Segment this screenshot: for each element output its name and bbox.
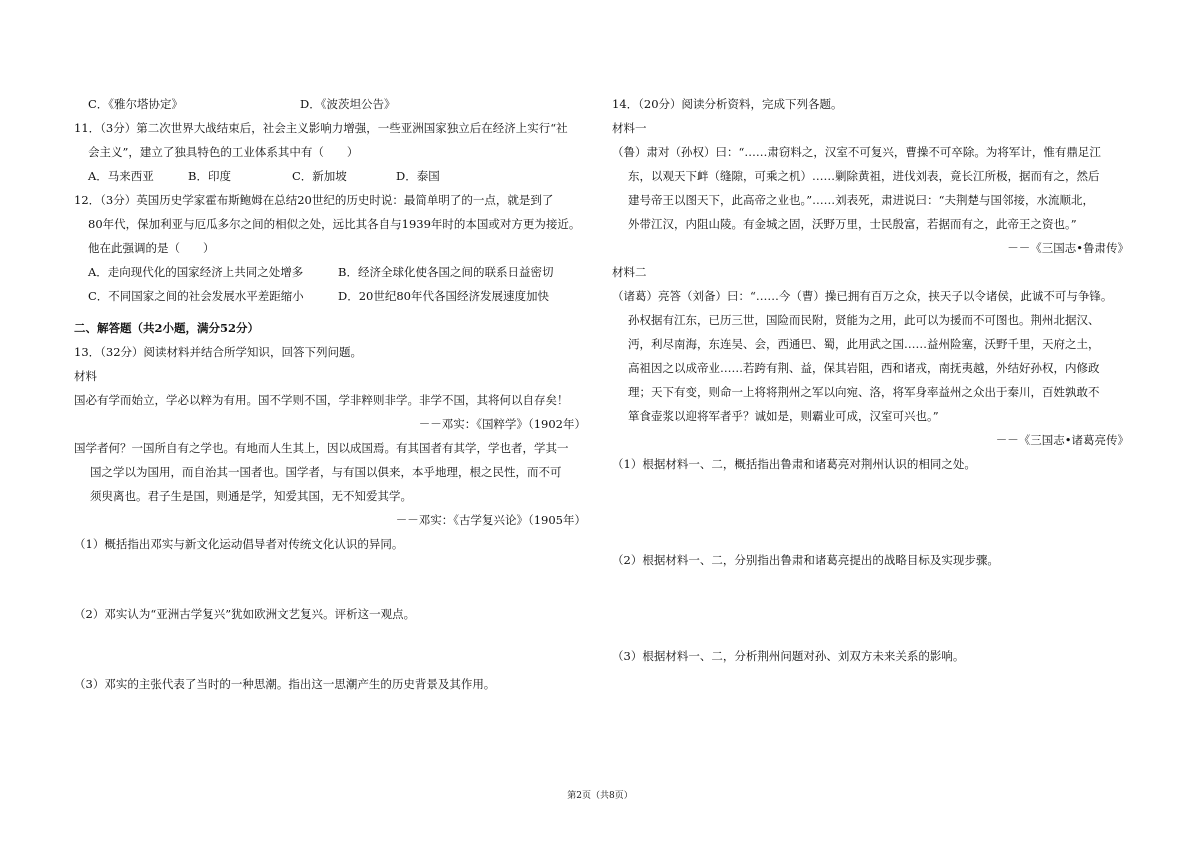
material2-line1: 国学者何？一国所自有之学也。有地而人生其上，因以成国焉。有其国者有其学，学也者，学其一 xyxy=(74,441,569,455)
q14-subquestion-3: （3）根据材料一、二，分析荆州问题对孙、刘双方未来关系的影响。 xyxy=(612,649,965,663)
r-material1-line2: 东，以观天下衅（缝隙，可乘之机）……剿除黄祖，进伐刘表，竟长江所极，据而有之，然后 xyxy=(628,169,1100,183)
r-material1-line3: 建号帝王以图天下，此高帝之业也。”……刘表死，肃进说曰：“夫荆楚与国邻接，水流顺北， xyxy=(628,193,1095,207)
material2-line2: 国之学以为国用，而自治其一国者也。国学者，与有国以俱来，本乎地理，根之民性，而不可 xyxy=(90,465,562,479)
q10-options xyxy=(74,92,594,116)
q11-option-a: A．马来西亚 xyxy=(88,169,154,183)
r-material2-line1: （诸葛）亮答（刘备）曰：“……今（曹）操已拥有百万之众，挟天子以令诸侯，此诚不可与争锋。 xyxy=(612,289,1113,303)
q12-options-row2 xyxy=(74,284,594,308)
r-material1-line1: （鲁）肃对（孙权）曰：“……肃窃料之，汉室不可复兴，曹操不可卒除。为将军计，惟有鼎足江 xyxy=(612,145,1101,159)
q10-option-d: D．《波茨坦公告》 xyxy=(300,97,396,111)
q11-stem-line2: 会主义”，建立了独具特色的工业体系其中有（ ） xyxy=(88,145,359,159)
r-material2-line4: 高祖因之以成帝业……若跨有荆、益，保其岩阻，西和诸戎，南抚夷越，外结好孙权，内修政 xyxy=(628,361,1100,375)
page-footer: 第2页（共8页） xyxy=(567,791,633,801)
q13-subquestion-3: （3）邓实的主张代表了当时的一种思潮。指出这一思潮产生的历史背景及其作用。 xyxy=(74,677,496,691)
q12-stem-line1: 12．（3分）英国历史学家霍布斯鲍姆在总结20世纪的历史时说：最简单明了的一点，就是到了 xyxy=(74,193,554,207)
q14-subquestion-1: （1）根据材料一、二，概括指出鲁肃和诸葛亮对荆州认识的相同之处。 xyxy=(612,457,976,471)
r-material2-line6: 箪食壶浆以迎将军者乎？诚如是，则霸业可成，汉室可兴也。” xyxy=(628,409,939,423)
right-column xyxy=(612,92,1137,668)
material2-label: 材料二 xyxy=(612,265,647,279)
r-material2-line2: 孙权据有江东，已历三世，国险而民附，贤能为之用，此可以为援而不可图也。荆州北据汉、 xyxy=(628,313,1100,327)
q11-option-b: B．印度 xyxy=(188,169,231,183)
q12-option-d: D．20世纪80年代各国经济发展速度加快 xyxy=(338,289,549,303)
q14-subquestion-2: （2）根据材料一、二，分别指出鲁肃和诸葛亮提出的战略目标及实现步骤。 xyxy=(612,553,999,567)
q10-option-c: C．《雅尔塔协定》 xyxy=(88,97,184,111)
material1-text: 国必有学而始立，学必以粹为有用。国不学则不国，学非粹则非学。非学不国，其将何以自存矣！ xyxy=(74,393,569,407)
q12-options-row1 xyxy=(74,260,594,284)
q12-stem-line3: 他在此强调的是（ ） xyxy=(88,241,215,255)
material1-source: －－邓实：《国粹学》（1902年） xyxy=(418,417,586,431)
left-column xyxy=(74,92,594,696)
q14-intro: 14．（20分）阅读分析资料，完成下列各题。 xyxy=(612,97,843,111)
material2-source: －－邓实：《古学复兴论》（1905年） xyxy=(395,513,586,527)
q12-option-c: C．不同国家之间的社会发展水平差距缩小 xyxy=(88,289,304,303)
q11-option-c: C．新加坡 xyxy=(292,169,347,183)
q12-option-a: A．走向现代化的国家经济上共同之处增多 xyxy=(88,265,304,279)
q11-options xyxy=(74,164,594,188)
q13-subquestion-1: （1）概括指出邓实与新文化运动倡导者对传统文化认识的异同。 xyxy=(74,537,404,551)
q13-subquestion-2: （2）邓实认为“亚洲古学复兴”犹如欧洲文艺复兴。评析这一观点。 xyxy=(74,607,416,621)
r-material1-line4: 外带江汉，内阻山陵。有金城之固，沃野万里，士民殷富，若据而有之，此帝王之资也。” xyxy=(628,217,1077,231)
q13-intro: 13．（32分）阅读材料并结合所学知识，回答下列问题。 xyxy=(74,345,363,359)
material1-label: 材料一 xyxy=(612,121,647,135)
r-material2-line3: 沔，利尽南海，东连吴、会，西通巴、蜀，此用武之国……益州险塞，沃野千里，天府之土， xyxy=(628,337,1100,351)
q11-stem-line1: 11．（3分）第二次世界大战结束后，社会主义影响力增强，一些亚洲国家独立后在经济上实行“社 xyxy=(74,121,568,135)
q12-option-b: B．经济全球化使各国之间的联系日益密切 xyxy=(338,265,554,279)
q12-stem-line2: 80年代，保加利亚与厄瓜多尔之间的相似之处，远比其各自与1939年时的本国或对方更为接近。 xyxy=(88,217,581,231)
section-heading: 二、解答题（共2小题，满分52分） xyxy=(74,321,260,335)
r-material1-source: －－《三国志•鲁肃传》 xyxy=(1007,241,1129,255)
r-material2-line5: 理；天下有变，则命一上将将荆州之军以向宛、洛，将军身率益州之众出于秦川，百姓孰敢不 xyxy=(628,385,1100,399)
r-material2-source: －－《三国志•诸葛亮传》 xyxy=(995,433,1129,447)
material-label: 材料 xyxy=(74,369,97,383)
q11-option-d: D．泰国 xyxy=(396,169,440,183)
material2-line3: 须臾离也。君子生是国，则通是学，知爱其国，无不知爱其学。 xyxy=(90,489,412,503)
